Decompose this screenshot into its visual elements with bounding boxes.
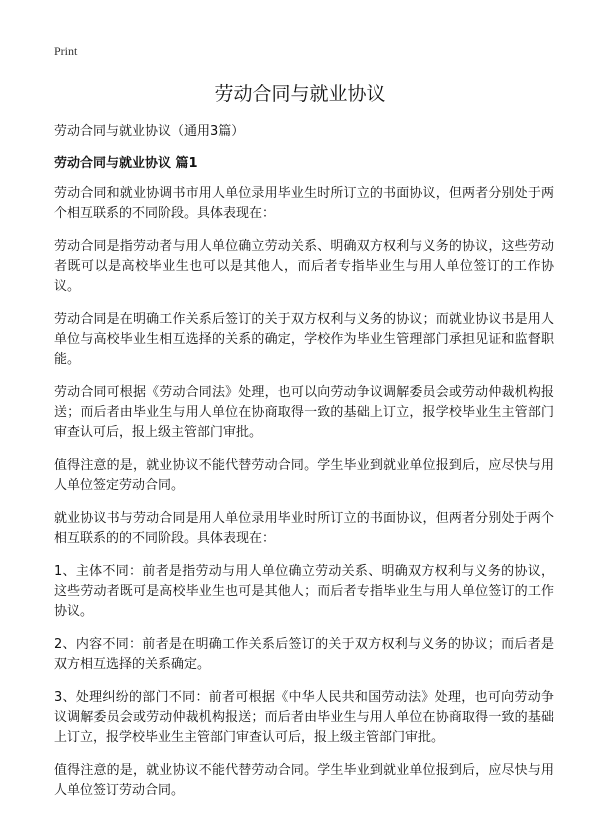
paragraph: 值得注意的是，就业协议不能代替劳动合同。学生毕业到就业单位报到后，应尽快与用人单位签订劳动合同。 (54, 763, 554, 798)
paragraph: 就业协议书与劳动合同是用人单位录用毕业时所订立的书面协议，但两者分别处于两个相互联系的的不同阶段。具体表现在： (54, 511, 554, 546)
document-title: 劳动合同与就业协议 (214, 83, 386, 105)
paragraph: 2、内容不同：前者是在明确工作关系后签订的关于双方权利与义务的协议；而后者是双方相互选择的关系确定。 (54, 637, 554, 672)
paragraph: 劳动合同是指劳动者与用人单位确立劳动关系、明确双方权利与义务的协议，这些劳动者既可以是高校毕业生也可以是其他人，而后者专指毕业生与用人单位签订的工作协议。 (54, 239, 554, 294)
paragraph: 劳动合同可根据《劳动合同法》处理，也可以向劳动争议调解委员会或劳动仲裁机构报送；而后者由毕业生与用人单位在协商取得一致的基础上订立，报学校毕业生主管部门审查认可后，报上级主管部门审批。 (54, 385, 554, 440)
paragraph: 劳动合同是在明确工作关系后签订的关于双方权利与义务的协议；而就业协议书是用人单位与高校毕业生相互选择的关系的确定，学校作为毕业生管理部门承担见证和监督职能。 (54, 312, 554, 367)
paragraph: 值得注意的是，就业协议不能代替劳动合同。学生毕业到就业单位报到后，应尽快与用人单位签定劳动合同。 (54, 458, 554, 493)
paragraph: 3、处理纠纷的部门不同：前者可根据《中华人民共和国劳动法》处理，也可向劳动争议调解委员会或劳动仲裁机构报送；而后者由毕业生与用人单位在协商取得一致的基础上订立，报学校毕业生主管部门审查认可后，报上级主管部门审批。 (54, 690, 554, 745)
section-heading: 劳动合同与就业协议 篇1 (54, 156, 198, 171)
print-label: Print (54, 44, 78, 58)
document-subtitle: 劳动合同与就业协议（通用3篇） (54, 124, 245, 139)
paragraph: 劳动合同和就业协调书市用人单位录用毕业生时所订立的书面协议，但两者分别处于两个相互联系的不同阶段。具体表现在： (54, 186, 554, 221)
document-body (54, 122, 554, 814)
paragraph: 1、主体不同：前者是指劳动与用人单位确立劳动关系、明确双方权利与义务的协议，这些劳动者既可是高校毕业生也可是其他人；而后者专指毕业生与用人单位签订的工作协议。 (54, 564, 554, 619)
